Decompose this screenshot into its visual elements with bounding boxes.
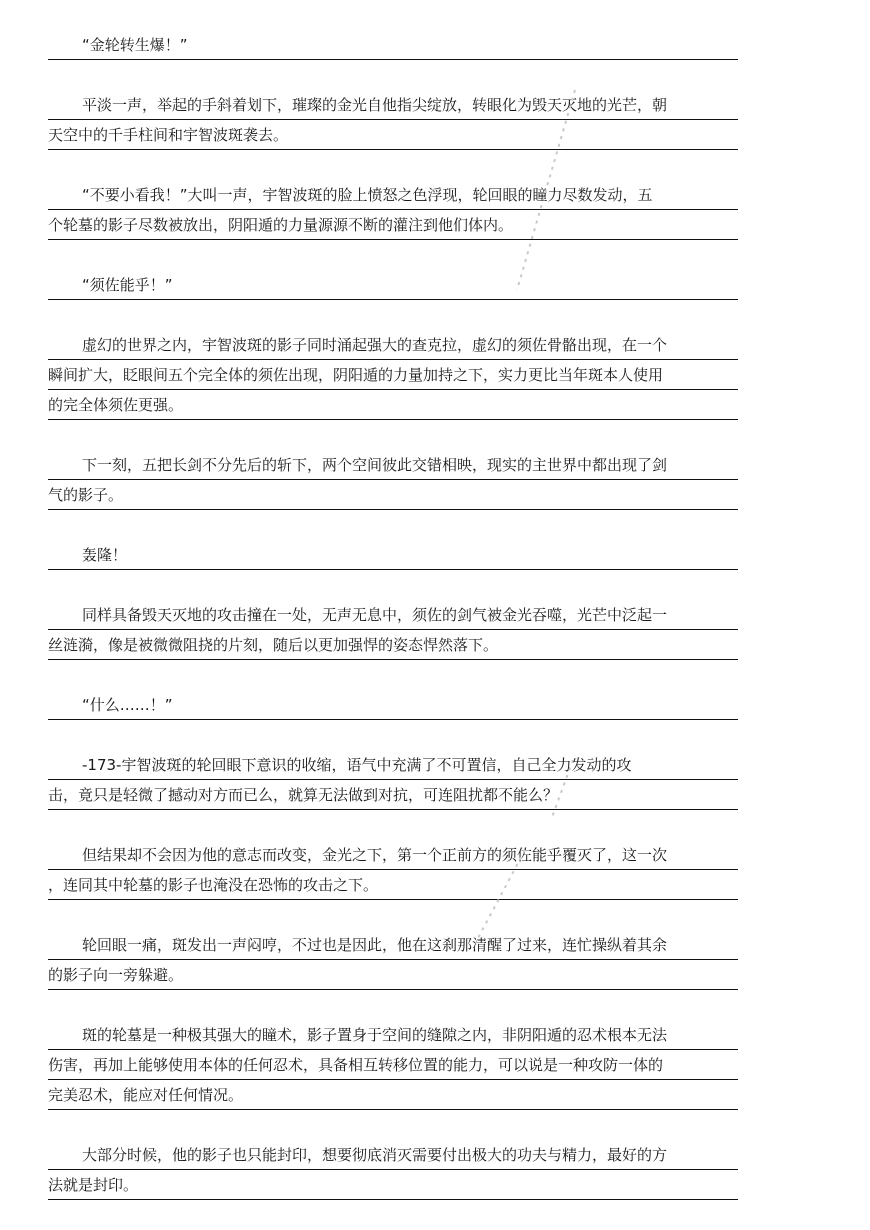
paragraph <box>48 690 738 720</box>
text-line: 气的影子。 <box>48 480 738 510</box>
paragraph <box>48 1140 738 1200</box>
paragraph <box>48 840 738 900</box>
text-line: “须佐能乎！” <box>48 270 738 300</box>
document-page <box>48 30 738 1230</box>
paragraph <box>48 30 738 60</box>
text-line: 击，竟只是轻微了撼动对方而已么，就算无法做到对抗，可连阻扰都不能么？ <box>48 780 738 810</box>
text-line: 轰隆！ <box>48 540 738 570</box>
text-line: 法就是封印。 <box>48 1170 738 1200</box>
text-line: 轮回眼一痛，斑发出一声闷哼，不过也是因此，他在这刹那清醒了过来，连忙操纵着其余 <box>48 930 738 960</box>
text-line: -173-宇智波斑的轮回眼下意识的收缩，语气中充满了不可置信，自己全力发动的攻 <box>48 750 738 780</box>
paragraph <box>48 450 738 510</box>
text-line: 虚幻的世界之内，宇智波斑的影子同时涌起强大的查克拉，虚幻的须佐骨骼出现，在一个 <box>48 330 738 360</box>
paragraph <box>48 1020 738 1110</box>
text-line: 完美忍术，能应对任何情况。 <box>48 1080 738 1110</box>
paragraph <box>48 600 738 660</box>
text-line: 丝涟漪，像是被微微阻挠的片刻，随后以更加强悍的姿态悍然落下。 <box>48 630 738 660</box>
text-line: 斑的轮墓是一种极其强大的瞳术，影子置身于空间的缝隙之内，非阴阳遁的忍术根本无法 <box>48 1020 738 1050</box>
text-line: 但结果却不会因为他的意志而改变，金光之下，第一个正前方的须佐能乎覆灭了，这一次 <box>48 840 738 870</box>
text-line: 平淡一声，举起的手斜着划下，璀璨的金光自他指尖绽放，转眼化为毁天灭地的光芒，朝 <box>48 90 738 120</box>
paragraph <box>48 330 738 420</box>
text-line: “金轮转生爆！” <box>48 30 738 60</box>
paragraph <box>48 270 738 300</box>
text-line: 的影子向一旁躲避。 <box>48 960 738 990</box>
text-line: 伤害，再加上能够使用本体的任何忍术，具备相互转移位置的能力，可以说是一种攻防一体的 <box>48 1050 738 1080</box>
paragraph <box>48 90 738 150</box>
text-line: 下一刻，五把长剑不分先后的斩下，两个空间彼此交错相映，现实的主世界中都出现了剑 <box>48 450 738 480</box>
paragraph <box>48 750 738 810</box>
text-line: ，连同其中轮墓的影子也淹没在恐怖的攻击之下。 <box>48 870 738 900</box>
text-line: 同样具备毁天灭地的攻击撞在一处，无声无息中，须佐的剑气被金光吞噬，光芒中泛起一 <box>48 600 738 630</box>
text-line: “什么……！” <box>48 690 738 720</box>
text-line: 天空中的千手柱间和宇智波斑袭去。 <box>48 120 738 150</box>
paragraph <box>48 930 738 990</box>
text-line: 大部分时候，他的影子也只能封印，想要彻底消灭需要付出极大的功夫与精力，最好的方 <box>48 1140 738 1170</box>
text-line: 的完全体须佐更强。 <box>48 390 738 420</box>
document-body <box>48 30 738 1200</box>
text-line: 个轮墓的影子尽数被放出，阴阳遁的力量源源不断的灌注到他们体内。 <box>48 210 738 240</box>
text-line: 瞬间扩大，眨眼间五个完全体的须佐出现，阴阳遁的力量加持之下，实力更比当年斑本人使用 <box>48 360 738 390</box>
paragraph <box>48 540 738 570</box>
text-line: “不要小看我！”大叫一声，宇智波斑的脸上愤怒之色浮现，轮回眼的瞳力尽数发动，五 <box>48 180 738 210</box>
paragraph <box>48 180 738 240</box>
